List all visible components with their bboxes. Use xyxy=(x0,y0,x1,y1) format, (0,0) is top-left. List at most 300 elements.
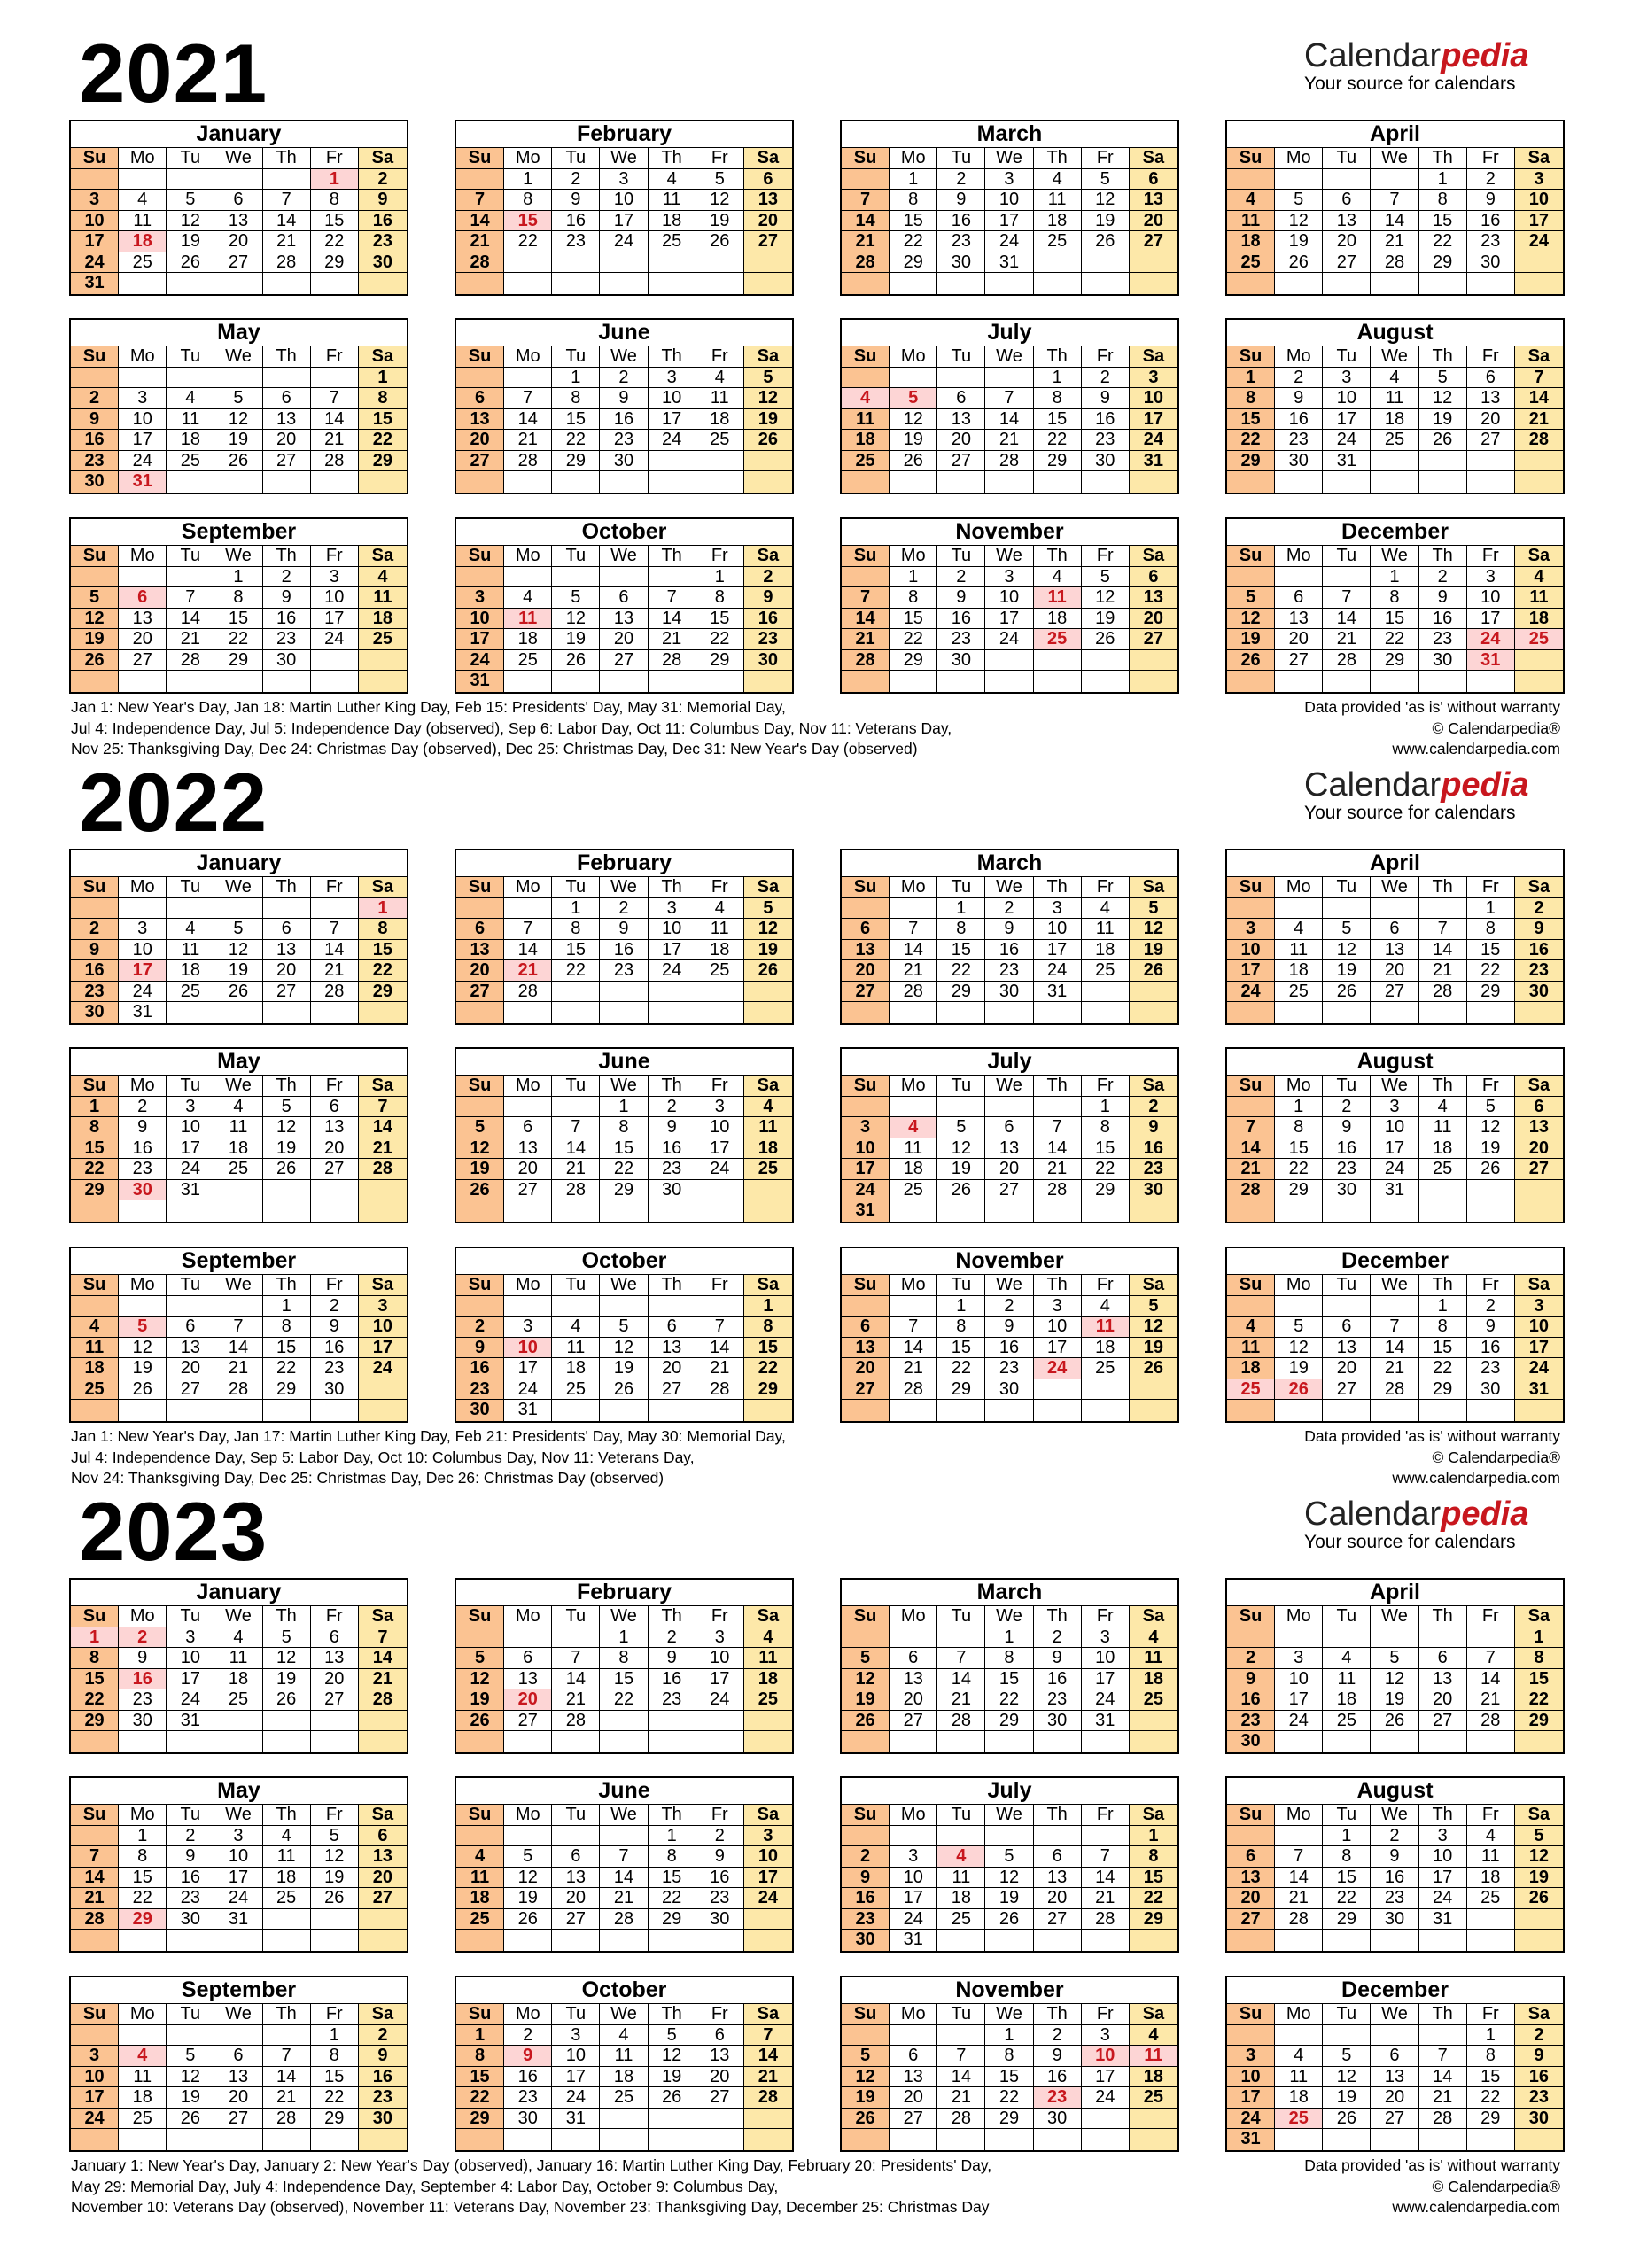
day-cell: 26 xyxy=(1082,629,1130,650)
holiday-note-line: May 29: Memorial Day, July 4: Independence Day, September 4: Labor Day, October 9: Columbus Day, xyxy=(71,2177,779,2195)
day-cell: 22 xyxy=(504,231,552,252)
month-name: November xyxy=(842,1977,1177,2004)
day-cell: 9 xyxy=(1419,587,1467,609)
day-cell: 15 xyxy=(552,940,600,961)
weekday-header: Th xyxy=(1419,148,1467,169)
day-cell: 7 xyxy=(1034,1117,1082,1138)
empty-day-cell xyxy=(696,1180,744,1201)
day-cell: 12 xyxy=(263,1117,311,1138)
empty-day-cell xyxy=(1082,1200,1130,1222)
day-cell: 22 xyxy=(359,960,407,982)
month-name: September xyxy=(71,1248,407,1275)
day-cell: 31 xyxy=(890,1930,937,1951)
month-june xyxy=(455,318,794,494)
day-cell: 6 xyxy=(649,1317,696,1338)
month-grid xyxy=(1227,1275,1563,1421)
day-cell: 24 xyxy=(359,1358,407,1379)
day-cell: 29 xyxy=(263,1379,311,1401)
holiday-day-cell: 6 xyxy=(119,587,167,609)
day-cell: 1 xyxy=(1419,1296,1467,1317)
weekday-header: We xyxy=(600,148,648,169)
weekday-header: Fr xyxy=(1467,1275,1515,1296)
day-cell: 5 xyxy=(937,1117,985,1138)
empty-day-cell xyxy=(744,252,792,274)
empty-day-cell xyxy=(842,1002,890,1023)
day-cell: 19 xyxy=(1227,629,1275,650)
holiday-day-cell: 5 xyxy=(119,1317,167,1338)
day-cell: 30 xyxy=(311,1379,359,1401)
day-cell: 10 xyxy=(456,609,504,630)
day-cell: 18 xyxy=(1371,409,1418,431)
weekday-header: Sa xyxy=(1515,1606,1563,1627)
day-cell: 5 xyxy=(71,587,119,609)
empty-day-cell xyxy=(1275,1731,1323,1752)
weekday-header: Tu xyxy=(552,1606,600,1627)
day-cell: 26 xyxy=(1419,430,1467,451)
weekday-header: Mo xyxy=(890,1076,937,1097)
day-cell: 22 xyxy=(1515,1689,1563,1711)
empty-day-cell xyxy=(600,273,648,294)
month-grid xyxy=(456,1805,792,1951)
empty-day-cell xyxy=(649,671,696,692)
holiday-note-line: Jul 4: Independence Day, Sep 5: Labor Day, Oct 10: Columbus Day, Nov 11: Veterans Day, xyxy=(71,1448,695,1466)
empty-day-cell xyxy=(504,273,552,294)
weekday-header: Tu xyxy=(552,877,600,898)
empty-day-cell xyxy=(552,471,600,493)
day-cell: 13 xyxy=(1227,1868,1275,1889)
empty-day-cell xyxy=(311,1930,359,1951)
month-grid xyxy=(1227,1606,1563,1752)
month-name: March xyxy=(842,121,1177,148)
day-cell: 7 xyxy=(214,1317,262,1338)
day-cell: 10 xyxy=(649,388,696,409)
day-cell: 30 xyxy=(263,650,311,672)
day-cell: 1 xyxy=(937,898,985,920)
day-cell: 30 xyxy=(1275,451,1323,472)
day-cell: 26 xyxy=(263,1689,311,1711)
weekday-header: Sa xyxy=(744,346,792,368)
empty-day-cell xyxy=(1034,1379,1082,1401)
day-cell: 15 xyxy=(600,1138,648,1160)
weekday-header: We xyxy=(985,877,1033,898)
day-cell: 22 xyxy=(1467,960,1515,982)
empty-day-cell xyxy=(167,2129,214,2150)
day-cell: 17 xyxy=(1371,1138,1418,1160)
day-cell: 9 xyxy=(1323,1117,1371,1138)
empty-day-cell xyxy=(1130,1400,1177,1421)
weekday-header: Th xyxy=(263,148,311,169)
weekday-header: Su xyxy=(71,1805,119,1826)
day-cell: 20 xyxy=(214,231,262,252)
empty-day-cell xyxy=(1515,471,1563,493)
day-cell: 13 xyxy=(1371,940,1418,961)
empty-day-cell xyxy=(842,2025,890,2047)
empty-day-cell xyxy=(167,471,214,493)
weekday-header: Sa xyxy=(1130,1805,1177,1826)
empty-day-cell xyxy=(649,1400,696,1421)
day-cell: 23 xyxy=(552,231,600,252)
empty-day-cell xyxy=(1323,1627,1371,1649)
empty-day-cell xyxy=(119,368,167,389)
day-cell: 30 xyxy=(359,2109,407,2130)
day-cell: 19 xyxy=(1515,1868,1563,1889)
holiday-day-cell: 1 xyxy=(311,169,359,190)
empty-day-cell xyxy=(1323,1930,1371,1951)
day-cell: 3 xyxy=(119,919,167,940)
day-cell: 16 xyxy=(552,211,600,232)
empty-day-cell xyxy=(696,451,744,472)
month-grid xyxy=(456,546,792,692)
empty-day-cell xyxy=(504,1731,552,1752)
empty-day-cell xyxy=(1323,671,1371,692)
day-cell: 25 xyxy=(1082,1358,1130,1379)
day-cell: 22 xyxy=(311,231,359,252)
day-cell: 7 xyxy=(1323,587,1371,609)
empty-day-cell xyxy=(456,169,504,190)
day-cell: 1 xyxy=(71,1097,119,1118)
day-cell: 19 xyxy=(1467,1138,1515,1160)
day-cell: 18 xyxy=(1082,1338,1130,1359)
empty-day-cell xyxy=(552,2129,600,2150)
day-cell: 19 xyxy=(263,1138,311,1160)
day-cell: 14 xyxy=(985,409,1033,431)
day-cell: 2 xyxy=(1323,1097,1371,1118)
day-cell: 30 xyxy=(1227,1731,1275,1752)
day-cell: 8 xyxy=(1227,388,1275,409)
day-cell: 23 xyxy=(311,1358,359,1379)
day-cell: 12 xyxy=(744,919,792,940)
day-cell: 12 xyxy=(263,1648,311,1669)
brand-logo xyxy=(1304,39,1561,73)
day-cell: 12 xyxy=(552,609,600,630)
weekday-header: Mo xyxy=(119,2004,167,2025)
day-cell: 23 xyxy=(359,2087,407,2109)
day-cell: 22 xyxy=(1419,231,1467,252)
empty-day-cell xyxy=(600,1400,648,1421)
day-cell: 29 xyxy=(1467,982,1515,1003)
day-cell: 15 xyxy=(71,1138,119,1160)
day-cell: 31 xyxy=(1227,2129,1275,2150)
day-cell: 21 xyxy=(842,231,890,252)
day-cell: 29 xyxy=(890,650,937,672)
day-cell: 8 xyxy=(1082,1117,1130,1138)
day-cell: 26 xyxy=(890,451,937,472)
empty-day-cell xyxy=(1275,898,1323,920)
month-october xyxy=(455,517,794,694)
empty-day-cell xyxy=(552,1731,600,1752)
month-grid xyxy=(842,346,1177,493)
day-cell: 19 xyxy=(71,629,119,650)
empty-day-cell xyxy=(1275,1826,1323,1847)
day-cell: 8 xyxy=(985,1648,1033,1669)
day-cell: 1 xyxy=(1130,1826,1177,1847)
day-cell: 8 xyxy=(1130,1846,1177,1868)
day-cell: 29 xyxy=(311,252,359,274)
empty-day-cell xyxy=(359,471,407,493)
day-cell: 9 xyxy=(600,388,648,409)
day-cell: 4 xyxy=(744,1627,792,1649)
day-cell: 24 xyxy=(167,1159,214,1180)
day-cell: 24 xyxy=(1419,1888,1467,1909)
empty-day-cell xyxy=(649,252,696,274)
day-cell: 23 xyxy=(600,430,648,451)
empty-day-cell xyxy=(552,1627,600,1649)
holiday-day-cell: 26 xyxy=(1275,1379,1323,1401)
day-cell: 20 xyxy=(937,430,985,451)
weekday-header: We xyxy=(600,1606,648,1627)
day-cell: 12 xyxy=(1227,609,1275,630)
empty-day-cell xyxy=(359,1379,407,1401)
weekday-header: Su xyxy=(456,1606,504,1627)
day-cell: 25 xyxy=(119,2109,167,2130)
day-cell: 29 xyxy=(359,451,407,472)
empty-day-cell xyxy=(1419,273,1467,294)
empty-day-cell xyxy=(937,1200,985,1222)
day-cell: 2 xyxy=(649,1097,696,1118)
day-cell: 7 xyxy=(890,1317,937,1338)
day-cell: 28 xyxy=(71,1909,119,1930)
day-cell: 27 xyxy=(311,1159,359,1180)
weekday-header: Th xyxy=(1034,148,1082,169)
day-cell: 30 xyxy=(600,451,648,472)
empty-day-cell xyxy=(1371,1200,1418,1222)
holiday-day-cell: 1 xyxy=(359,898,407,920)
day-cell: 8 xyxy=(890,587,937,609)
empty-day-cell xyxy=(1082,1002,1130,1023)
empty-day-cell xyxy=(1419,1180,1467,1201)
day-cell: 26 xyxy=(456,1711,504,1732)
day-cell: 30 xyxy=(744,650,792,672)
month-name: May xyxy=(71,1778,407,1805)
weekday-header: Tu xyxy=(167,877,214,898)
day-cell: 29 xyxy=(1323,1909,1371,1930)
empty-day-cell xyxy=(890,273,937,294)
month-may xyxy=(69,1047,408,1223)
day-cell: 12 xyxy=(744,388,792,409)
day-cell: 4 xyxy=(1323,1648,1371,1669)
day-cell: 2 xyxy=(359,169,407,190)
day-cell: 2 xyxy=(600,898,648,920)
day-cell: 7 xyxy=(263,190,311,211)
weekday-header: Tu xyxy=(167,1606,214,1627)
day-cell: 22 xyxy=(744,1358,792,1379)
empty-day-cell xyxy=(744,451,792,472)
day-cell: 26 xyxy=(600,1379,648,1401)
month-november xyxy=(840,1247,1179,1423)
day-cell: 26 xyxy=(1227,650,1275,672)
weekday-header: Fr xyxy=(696,1805,744,1826)
empty-day-cell xyxy=(263,1711,311,1732)
empty-day-cell xyxy=(1130,1711,1177,1732)
day-cell: 3 xyxy=(600,169,648,190)
day-cell: 23 xyxy=(1467,1358,1515,1379)
weekday-header: Fr xyxy=(311,346,359,368)
day-cell: 28 xyxy=(649,650,696,672)
day-cell: 16 xyxy=(600,409,648,431)
weekday-header: Mo xyxy=(504,1275,552,1296)
weekday-header: Su xyxy=(71,546,119,567)
day-cell: 2 xyxy=(744,567,792,588)
day-cell: 17 xyxy=(985,609,1033,630)
weekday-header: Th xyxy=(1419,1076,1467,1097)
day-cell: 7 xyxy=(263,2046,311,2067)
day-cell: 7 xyxy=(1082,1846,1130,1868)
day-cell: 1 xyxy=(504,169,552,190)
day-cell: 27 xyxy=(1323,1379,1371,1401)
empty-day-cell xyxy=(890,2025,937,2047)
empty-day-cell xyxy=(456,1002,504,1023)
day-cell: 4 xyxy=(167,919,214,940)
disclaimer-line1: Data provided 'as is' without warranty xyxy=(1304,698,1560,716)
day-cell: 18 xyxy=(937,1888,985,1909)
day-cell: 1 xyxy=(890,567,937,588)
weekday-header: Sa xyxy=(1130,1275,1177,1296)
day-cell: 21 xyxy=(1371,1358,1418,1379)
day-cell: 21 xyxy=(890,960,937,982)
day-cell: 28 xyxy=(1082,1909,1130,1930)
day-cell: 8 xyxy=(1034,388,1082,409)
day-cell: 20 xyxy=(696,2067,744,2088)
day-cell: 8 xyxy=(1419,190,1467,211)
empty-day-cell xyxy=(1323,1400,1371,1421)
day-cell: 29 xyxy=(1419,252,1467,274)
empty-day-cell xyxy=(890,471,937,493)
empty-day-cell xyxy=(456,567,504,588)
day-cell: 16 xyxy=(456,1358,504,1379)
day-cell: 18 xyxy=(359,609,407,630)
day-cell: 19 xyxy=(263,1669,311,1690)
day-cell: 5 xyxy=(744,368,792,389)
day-cell: 2 xyxy=(119,1097,167,1118)
weekday-header: Sa xyxy=(1515,2004,1563,2025)
day-cell: 2 xyxy=(1227,1648,1275,1669)
day-cell: 31 xyxy=(1082,1711,1130,1732)
day-cell: 19 xyxy=(937,1159,985,1180)
empty-day-cell xyxy=(71,1731,119,1752)
day-cell: 6 xyxy=(890,1648,937,1669)
day-cell: 8 xyxy=(214,587,262,609)
weekday-header: Mo xyxy=(890,1606,937,1627)
day-cell: 5 xyxy=(552,587,600,609)
empty-day-cell xyxy=(263,671,311,692)
day-cell: 1 xyxy=(890,169,937,190)
empty-day-cell xyxy=(359,1180,407,1201)
disclaimer-line2: © Calendarpedia® xyxy=(1432,1448,1560,1466)
empty-day-cell xyxy=(1130,650,1177,672)
day-cell: 12 xyxy=(214,940,262,961)
empty-day-cell xyxy=(71,898,119,920)
empty-day-cell xyxy=(744,671,792,692)
empty-day-cell xyxy=(842,1097,890,1118)
weekday-header: We xyxy=(1371,1076,1418,1097)
empty-day-cell xyxy=(119,898,167,920)
day-cell: 13 xyxy=(214,211,262,232)
day-cell: 23 xyxy=(842,1909,890,1930)
weekday-header: We xyxy=(214,1076,262,1097)
day-cell: 6 xyxy=(1371,2046,1418,2067)
empty-day-cell xyxy=(649,1200,696,1222)
day-cell: 11 xyxy=(937,1868,985,1889)
weekday-header: We xyxy=(600,1076,648,1097)
empty-day-cell xyxy=(504,898,552,920)
day-cell: 1 xyxy=(696,567,744,588)
empty-day-cell xyxy=(937,368,985,389)
day-cell: 6 xyxy=(1371,919,1418,940)
empty-day-cell xyxy=(119,567,167,588)
day-cell: 6 xyxy=(1323,190,1371,211)
day-cell: 30 xyxy=(1130,1180,1177,1201)
day-cell: 27 xyxy=(456,982,504,1003)
day-cell: 14 xyxy=(263,211,311,232)
holiday-day-cell: 23 xyxy=(1034,2087,1082,2109)
day-cell: 1 xyxy=(1227,368,1275,389)
day-cell: 22 xyxy=(71,1689,119,1711)
day-cell: 3 xyxy=(71,190,119,211)
weekday-header: We xyxy=(214,546,262,567)
day-cell: 22 xyxy=(311,2087,359,2109)
month-august xyxy=(1225,1776,1565,1953)
day-cell: 18 xyxy=(1275,960,1323,982)
day-cell: 28 xyxy=(1323,650,1371,672)
empty-day-cell xyxy=(1275,2129,1323,2150)
empty-day-cell xyxy=(263,1200,311,1222)
empty-day-cell xyxy=(359,1731,407,1752)
day-cell: 12 xyxy=(1275,211,1323,232)
empty-day-cell xyxy=(1467,451,1515,472)
brand-logo xyxy=(1304,768,1561,802)
brand-name-part1: Calendar xyxy=(1304,1495,1442,1533)
empty-day-cell xyxy=(600,471,648,493)
day-cell: 25 xyxy=(359,629,407,650)
day-cell: 14 xyxy=(842,609,890,630)
day-cell: 10 xyxy=(552,2046,600,2067)
day-cell: 21 xyxy=(1515,409,1563,431)
weekday-header: Sa xyxy=(1130,346,1177,368)
day-cell: 5 xyxy=(456,1117,504,1138)
empty-day-cell xyxy=(263,368,311,389)
day-cell: 4 xyxy=(1419,1097,1467,1118)
empty-day-cell xyxy=(167,898,214,920)
day-cell: 11 xyxy=(842,409,890,431)
weekday-header: We xyxy=(600,1275,648,1296)
empty-day-cell xyxy=(696,1930,744,1951)
day-cell: 10 xyxy=(1130,388,1177,409)
weekday-header: Su xyxy=(456,1275,504,1296)
day-cell: 14 xyxy=(71,1868,119,1889)
weekday-header: Sa xyxy=(1130,148,1177,169)
empty-day-cell xyxy=(744,2109,792,2130)
day-cell: 31 xyxy=(1130,451,1177,472)
empty-day-cell xyxy=(600,1002,648,1023)
empty-day-cell xyxy=(1275,1400,1323,1421)
day-cell: 22 xyxy=(890,629,937,650)
month-grid xyxy=(456,1606,792,1752)
empty-day-cell xyxy=(1082,650,1130,672)
day-cell: 24 xyxy=(119,982,167,1003)
weekday-header: We xyxy=(1371,877,1418,898)
weekday-header: Fr xyxy=(696,877,744,898)
day-cell: 14 xyxy=(1227,1138,1275,1160)
day-cell: 9 xyxy=(1371,1846,1418,1868)
weekday-header: We xyxy=(1371,148,1418,169)
weekday-header: We xyxy=(600,877,648,898)
day-cell: 4 xyxy=(214,1627,262,1649)
day-cell: 7 xyxy=(311,919,359,940)
empty-day-cell xyxy=(311,650,359,672)
month-name: April xyxy=(1227,1580,1563,1606)
empty-day-cell xyxy=(214,1002,262,1023)
empty-day-cell xyxy=(600,982,648,1003)
